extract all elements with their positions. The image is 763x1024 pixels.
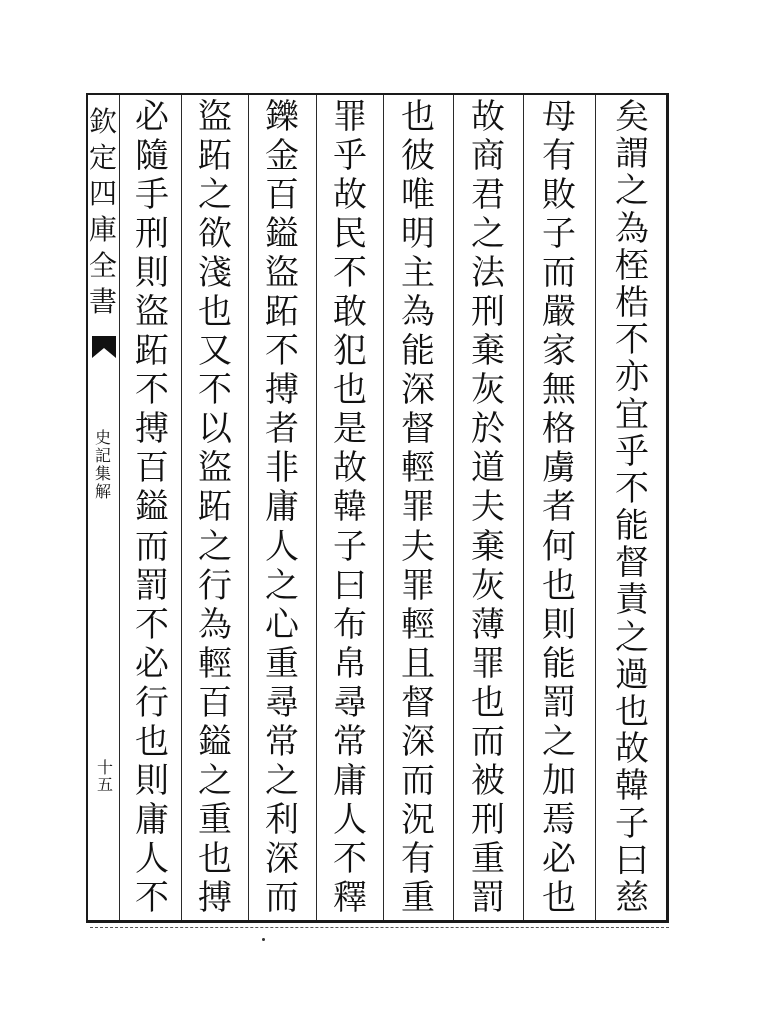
character: 有 [401, 838, 435, 879]
character: 謂 [615, 134, 649, 175]
character: 夫 [471, 487, 505, 528]
character: 有 [542, 136, 576, 177]
character: 輕 [401, 448, 435, 489]
column-rule [248, 95, 249, 920]
character: 必 [135, 97, 169, 137]
character: 亦 [615, 357, 649, 398]
character: 為 [615, 208, 649, 249]
character: 百 [198, 682, 232, 723]
character: 能 [401, 331, 435, 372]
character: 過 [615, 654, 649, 695]
character: 不 [135, 877, 169, 918]
character: 乎 [615, 431, 649, 472]
character: 手 [135, 175, 169, 216]
character: 能 [615, 506, 649, 547]
character: 而 [401, 760, 435, 801]
character: 庸 [265, 487, 299, 528]
text-column-6 [252, 97, 312, 918]
character: 非 [265, 448, 299, 489]
column-rule [453, 95, 454, 920]
character: 君 [471, 175, 505, 216]
character: 深 [401, 721, 435, 762]
character: 欲 [198, 214, 232, 255]
character: 輕 [401, 604, 435, 645]
character: 格 [542, 409, 576, 450]
character: 虜 [542, 448, 576, 489]
character: 不 [135, 604, 169, 645]
character: 行 [198, 565, 232, 606]
character: 心 [265, 604, 299, 645]
frame-bottom-inner-border [90, 927, 669, 928]
character: 也 [401, 97, 435, 137]
character: 庸 [333, 760, 367, 801]
frame-right-border [666, 93, 669, 922]
character: 梏 [615, 282, 649, 323]
character: 之 [265, 565, 299, 606]
character: 四 [88, 177, 117, 210]
character: 人 [135, 838, 169, 879]
character: 而 [265, 877, 299, 918]
text-column-1 [602, 97, 662, 918]
character: 棄 [471, 331, 505, 372]
character: 為 [198, 604, 232, 645]
character: 不 [615, 468, 649, 509]
fishtail-mark-icon [92, 336, 116, 358]
character: 督 [401, 409, 435, 450]
character: 行 [135, 682, 169, 723]
character: 十 [96, 758, 113, 777]
character: 責 [615, 580, 649, 621]
character: 之 [198, 175, 232, 216]
character: 罪 [471, 643, 505, 684]
character: 利 [265, 799, 299, 840]
text-column-4 [388, 97, 448, 918]
character: 百 [135, 448, 169, 489]
character: 家 [542, 331, 576, 372]
character: 為 [401, 292, 435, 333]
character: 鎰 [265, 214, 299, 255]
character: 之 [615, 171, 649, 212]
character: 敗 [542, 175, 576, 216]
character: 是 [333, 409, 367, 450]
character: 常 [333, 721, 367, 762]
character: 之 [265, 760, 299, 801]
column-rule [316, 95, 317, 920]
character: 人 [333, 799, 367, 840]
character: 無 [542, 370, 576, 411]
character: 必 [135, 643, 169, 684]
catalog-title [88, 105, 118, 318]
character: 淺 [198, 253, 232, 294]
character: 督 [615, 543, 649, 584]
character: 深 [265, 838, 299, 879]
character: 之 [542, 721, 576, 762]
character: 則 [135, 760, 169, 801]
character: 記 [94, 446, 111, 465]
character: 也 [471, 682, 505, 723]
character: 犯 [333, 331, 367, 372]
character: 棄 [471, 526, 505, 567]
character: 欽 [88, 105, 117, 138]
character: 則 [135, 253, 169, 294]
character: 罰 [135, 565, 169, 606]
character: 乎 [333, 136, 367, 177]
character: 尋 [333, 682, 367, 723]
character: 釋 [333, 877, 367, 918]
character: 必 [542, 838, 576, 879]
character: 而 [542, 253, 576, 294]
character: 帛 [333, 643, 367, 684]
character: 鎰 [198, 721, 232, 762]
character: 商 [471, 136, 505, 177]
character: 隨 [135, 136, 169, 177]
character: 不 [333, 253, 367, 294]
character: 夫 [401, 526, 435, 567]
character: 罪 [401, 565, 435, 606]
character: 書 [88, 285, 117, 318]
character: 尋 [265, 682, 299, 723]
character: 輕 [198, 643, 232, 684]
character: 於 [471, 409, 505, 450]
character: 也 [542, 877, 576, 918]
character: 則 [542, 604, 576, 645]
character: 史 [94, 428, 111, 447]
character: 故 [333, 175, 367, 216]
character: 也 [135, 721, 169, 762]
character: 曰 [615, 840, 649, 881]
character: 不 [135, 370, 169, 411]
character: 宜 [615, 394, 649, 435]
character: 法 [471, 253, 505, 294]
character: 也 [198, 838, 232, 879]
character: 集 [94, 464, 111, 483]
character: 盜 [198, 448, 232, 489]
character: 不 [333, 838, 367, 879]
character: 重 [401, 877, 435, 918]
character: 而 [135, 526, 169, 567]
character: 庫 [88, 213, 117, 246]
character: 重 [198, 799, 232, 840]
character: 母 [542, 97, 576, 137]
character: 也 [333, 370, 367, 411]
text-column-7 [185, 97, 245, 918]
character: 灰 [471, 370, 505, 411]
character: 韓 [615, 766, 649, 807]
character: 不 [615, 320, 649, 361]
character: 何 [542, 526, 576, 567]
character: 搏 [198, 877, 232, 918]
character: 刑 [471, 292, 505, 333]
character: 之 [615, 617, 649, 658]
character: 不 [265, 331, 299, 372]
character: 韓 [333, 487, 367, 528]
character: 庸 [135, 799, 169, 840]
character: 子 [615, 803, 649, 844]
character: 搏 [135, 409, 169, 450]
character: 之 [198, 526, 232, 567]
character: 且 [401, 643, 435, 684]
character: 之 [471, 214, 505, 255]
character: 又 [198, 331, 232, 372]
character: 定 [88, 141, 117, 174]
character: 全 [88, 249, 117, 282]
folio-number [94, 760, 116, 793]
character: 者 [265, 409, 299, 450]
character: 而 [471, 721, 505, 762]
character: 罰 [542, 682, 576, 723]
character: 加 [542, 760, 576, 801]
character: 以 [198, 409, 232, 450]
book-title [92, 430, 114, 500]
character: 能 [542, 643, 576, 684]
character: 道 [471, 448, 505, 489]
character: 焉 [542, 799, 576, 840]
character: 故 [471, 97, 505, 137]
character: 布 [333, 604, 367, 645]
character: 罰 [471, 877, 505, 918]
text-column-8 [122, 97, 182, 918]
character: 刑 [471, 799, 505, 840]
character: 故 [333, 448, 367, 489]
character: 桎 [615, 245, 649, 286]
character: 明 [401, 214, 435, 255]
ink-speck [262, 938, 265, 941]
character: 金 [265, 136, 299, 177]
character: 跖 [198, 136, 232, 177]
character: 民 [333, 214, 367, 255]
character: 曰 [333, 565, 367, 606]
character: 盜 [198, 97, 232, 137]
character: 跖 [265, 292, 299, 333]
character: 主 [401, 253, 435, 294]
character: 矣 [615, 97, 649, 137]
text-column-2 [529, 97, 589, 918]
character: 灰 [471, 565, 505, 606]
character: 也 [542, 565, 576, 606]
column-rule [523, 95, 524, 920]
character: 重 [265, 643, 299, 684]
character: 也 [615, 692, 649, 732]
character: 百 [265, 175, 299, 216]
character: 子 [333, 526, 367, 567]
character: 也 [198, 292, 232, 333]
margin-column-rule [119, 95, 120, 920]
character: 嚴 [542, 292, 576, 333]
character: 敢 [333, 292, 367, 333]
character: 常 [265, 721, 299, 762]
character: 故 [615, 729, 649, 770]
frame-bottom-border [86, 920, 669, 923]
character: 人 [265, 526, 299, 567]
character: 跖 [135, 331, 169, 372]
character: 重 [471, 838, 505, 879]
character: 盜 [265, 253, 299, 294]
character: 解 [94, 482, 111, 501]
character: 五 [96, 775, 113, 794]
character: 搏 [265, 370, 299, 411]
character: 薄 [471, 604, 505, 645]
character: 鎰 [135, 487, 169, 528]
character: 刑 [135, 214, 169, 255]
character: 不 [198, 370, 232, 411]
character: 況 [401, 799, 435, 840]
character: 督 [401, 682, 435, 723]
text-column-3 [458, 97, 518, 918]
character: 之 [198, 760, 232, 801]
character: 罪 [401, 487, 435, 528]
character: 深 [401, 370, 435, 411]
character: 者 [542, 487, 576, 528]
character: 唯 [401, 175, 435, 216]
character: 被 [471, 760, 505, 801]
text-column-5 [320, 97, 380, 918]
character: 跖 [198, 487, 232, 528]
character: 盜 [135, 292, 169, 333]
character: 慈 [615, 877, 649, 918]
character: 子 [542, 214, 576, 255]
frame-top-border [86, 93, 667, 95]
character: 彼 [401, 136, 435, 177]
character: 罪 [333, 97, 367, 137]
column-rule [383, 95, 384, 920]
column-rule [595, 95, 596, 920]
character: 鑠 [265, 97, 299, 137]
